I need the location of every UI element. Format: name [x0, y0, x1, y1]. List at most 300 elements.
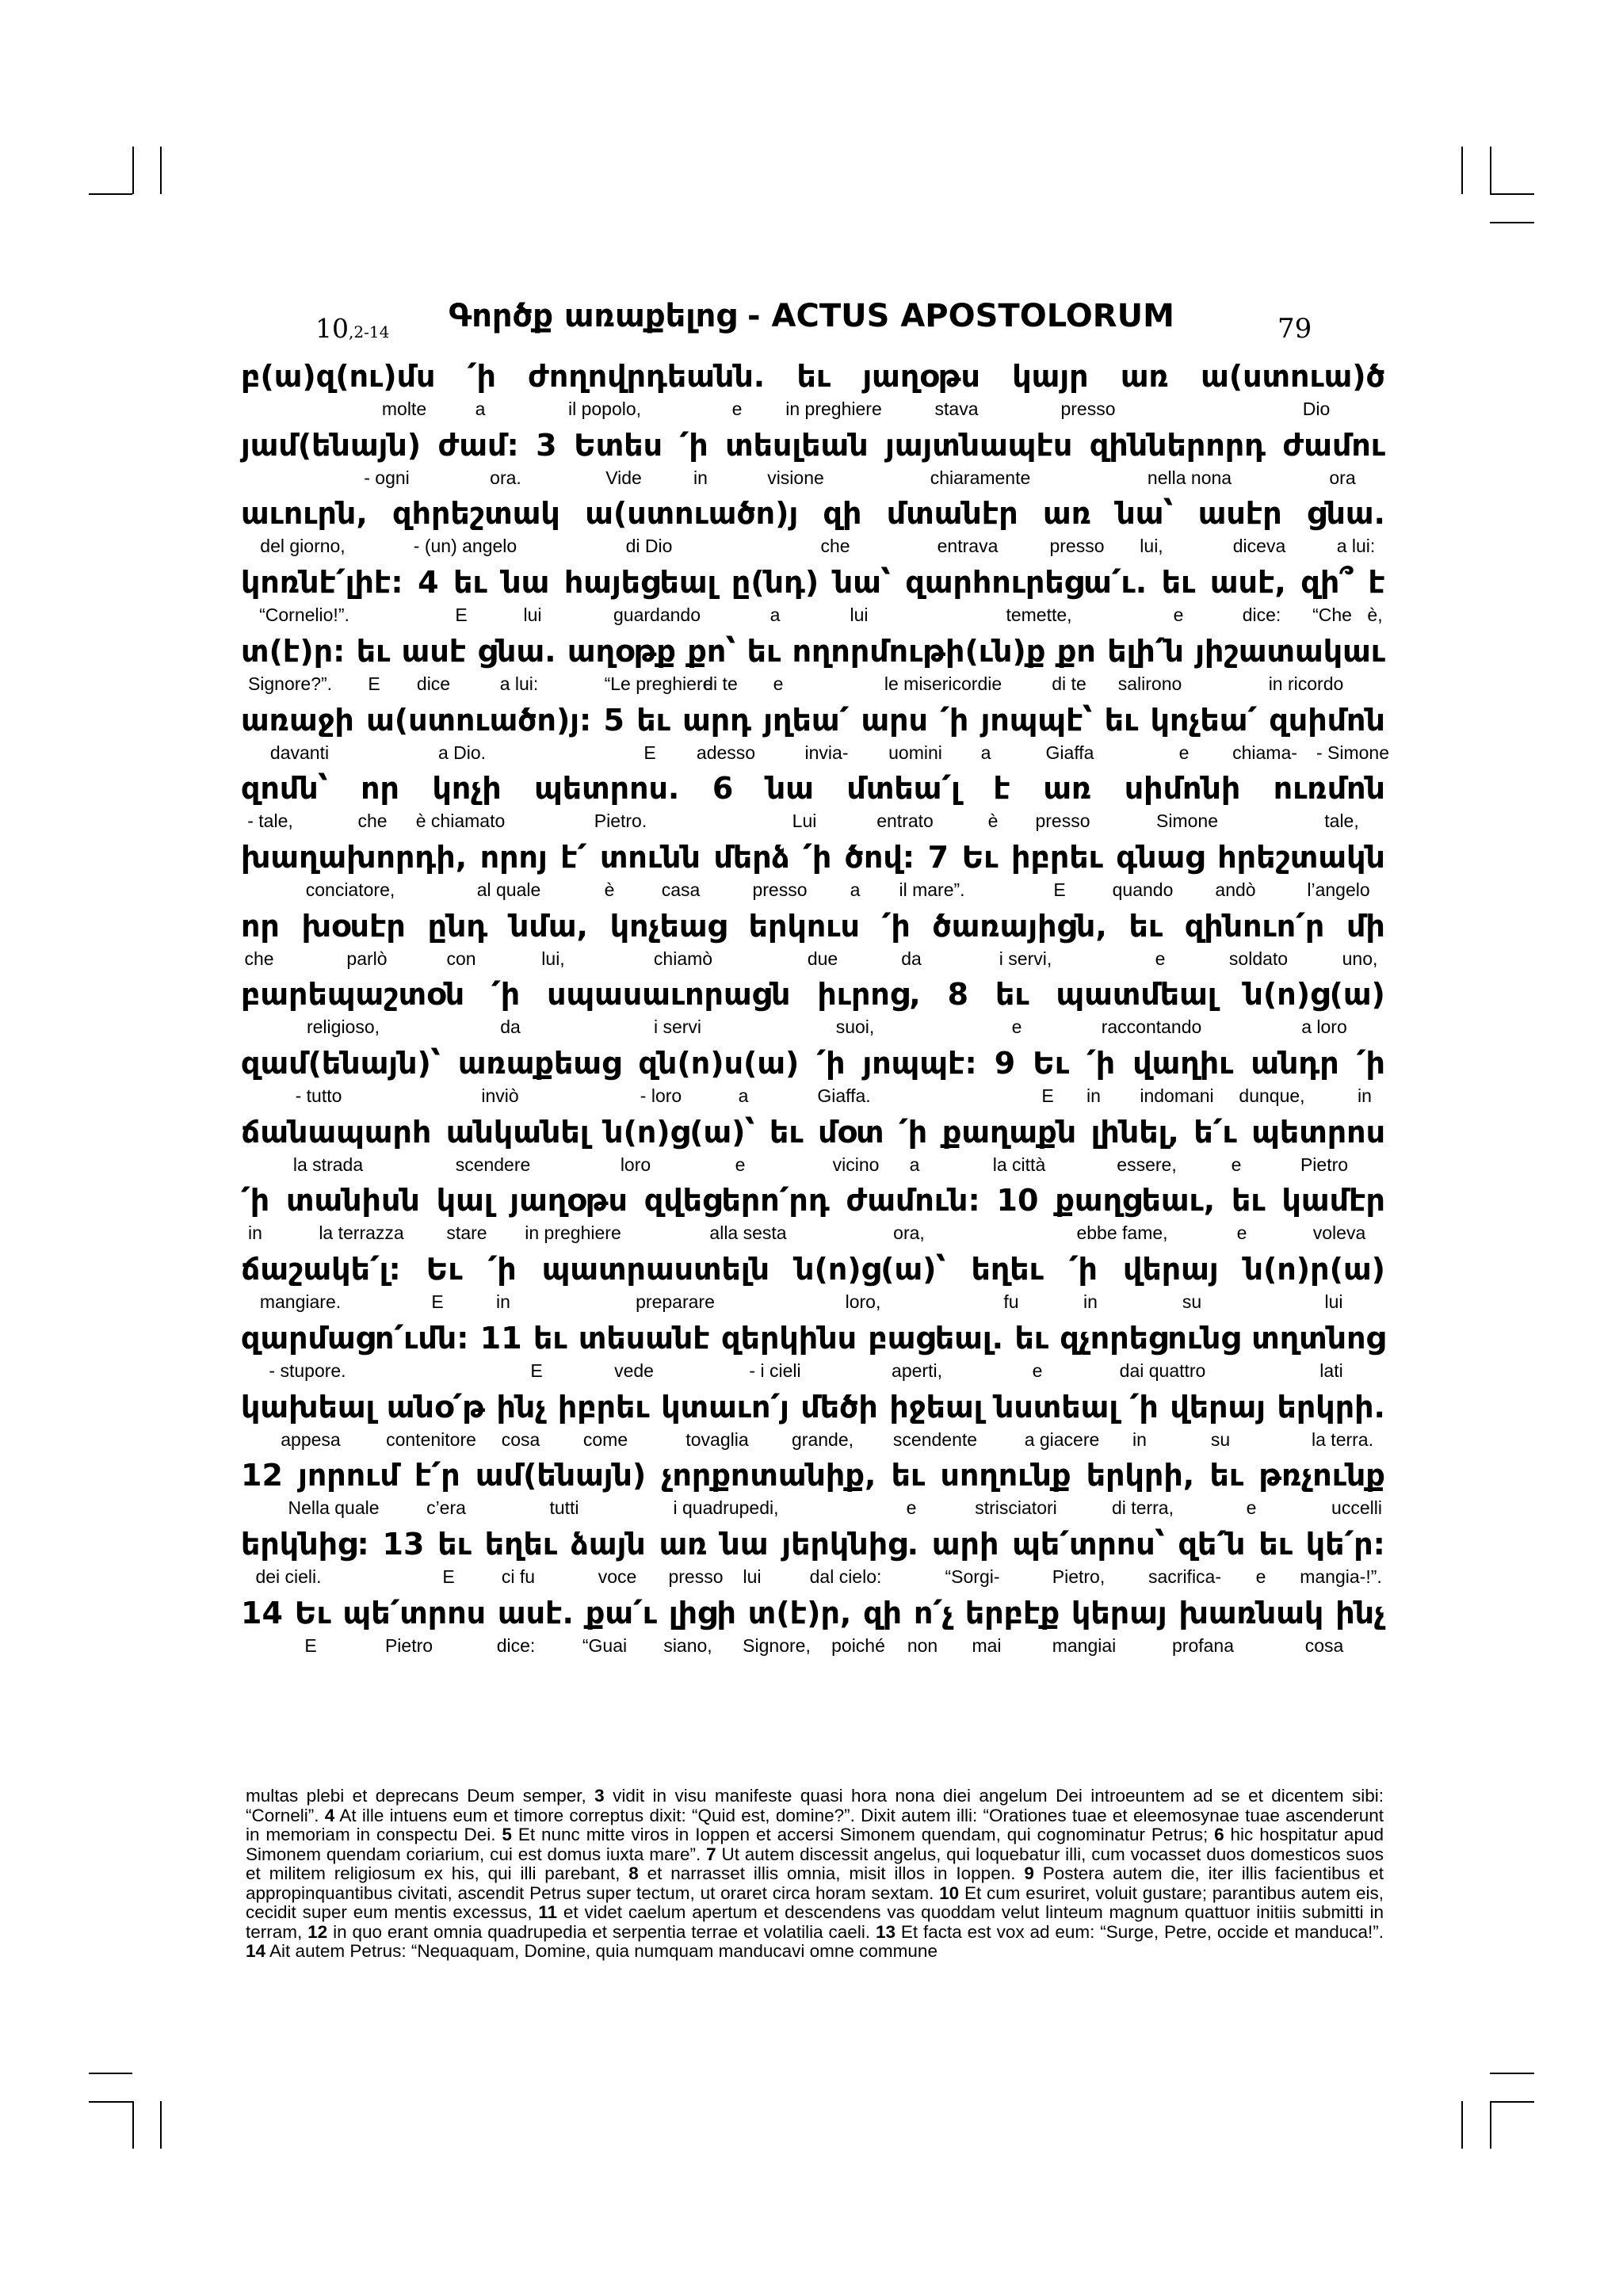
- italian-gloss-word: a lui:: [499, 673, 539, 694]
- armenian-word: Եւ: [1033, 1046, 1070, 1081]
- italian-gloss-word: salirono: [1117, 673, 1182, 694]
- italian-gloss-word: “Guai: [582, 1635, 628, 1656]
- verse-number: 3: [594, 1786, 605, 1806]
- armenian-word: ՛ի: [881, 909, 911, 944]
- italian-gloss-word: e: [1032, 1360, 1043, 1381]
- armenian-word: տ(է)ր:: [241, 634, 346, 669]
- armenian-word: ցնա.: [1307, 496, 1385, 531]
- armenian-word: որ: [241, 909, 280, 944]
- italian-gloss-line: [241, 1566, 1385, 1589]
- armenian-word: Եւ: [961, 840, 999, 875]
- armenian-word: է: [1368, 565, 1385, 600]
- verse-range: ,2-14: [349, 322, 390, 341]
- italian-gloss-word: presso: [1049, 536, 1105, 556]
- verse-number: 13: [875, 1921, 896, 1942]
- italian-gloss-word: E: [431, 1291, 444, 1312]
- armenian-word: որ: [361, 771, 399, 806]
- armenian-word: պատմեալ: [1056, 977, 1217, 1012]
- italian-gloss-word: E: [1053, 879, 1066, 900]
- armenian-word: յիշատակաւ: [1195, 634, 1385, 669]
- armenian-word: Ետես: [574, 428, 663, 463]
- armenian-word: ՛ի: [1129, 1390, 1159, 1425]
- italian-gloss-line: [241, 742, 1390, 765]
- italian-gloss-word: che: [244, 948, 274, 969]
- armenian-word: թռչունք: [1258, 1458, 1385, 1493]
- italian-gloss-word: in preghiere: [525, 1222, 621, 1243]
- armenian-word: եւ: [1161, 565, 1196, 600]
- armenian-word: ժողովրդեանն.: [528, 359, 766, 394]
- italian-gloss-word: dice:: [1242, 605, 1281, 625]
- armenian-line: [241, 1251, 1385, 1287]
- armenian-word: սպասաւորացն: [547, 977, 791, 1012]
- armenian-word: արդ: [682, 703, 752, 738]
- armenian-word: ճանապարհ: [241, 1115, 432, 1150]
- italian-gloss-word: religioso,: [306, 1016, 380, 1037]
- armenian-word: 10: [996, 1183, 1039, 1218]
- italian-gloss-word: il mare”.: [899, 879, 965, 900]
- armenian-word: խօսէր: [301, 909, 406, 944]
- italian-gloss-word: lui,: [1140, 536, 1163, 556]
- armenian-word: ամ(ենայն): [475, 1458, 647, 1493]
- armenian-word: լինել,: [1090, 1115, 1179, 1150]
- armenian-word: ցնա.: [477, 634, 556, 669]
- armenian-line: [241, 564, 1385, 601]
- italian-gloss-word: i servi: [653, 1016, 702, 1037]
- interlinear-line: [241, 1320, 1385, 1383]
- interlinear-line: [241, 976, 1385, 1039]
- armenian-word: զն(ո)ս(ա): [638, 1046, 800, 1081]
- armenian-word: զչորեցունց: [1060, 1321, 1240, 1356]
- interlinear-line: [241, 839, 1385, 902]
- armenian-word: վաղիւ: [1132, 1046, 1234, 1081]
- italian-gloss-word: siano,: [663, 1635, 712, 1656]
- armenian-word: ասէր: [1197, 496, 1282, 531]
- italian-gloss-word: contenitore: [386, 1429, 476, 1450]
- italian-gloss-word: vicino: [832, 1154, 880, 1175]
- chapter-number: 10: [315, 313, 349, 344]
- armenian-word: չորքոտանիք,: [661, 1458, 876, 1493]
- italian-gloss-word: le misericordie: [884, 673, 1002, 694]
- italian-gloss-word: presso: [668, 1566, 724, 1587]
- armenian-line: [241, 427, 1385, 463]
- italian-gloss-word: dei cieli.: [255, 1566, 322, 1587]
- italian-gloss-word: dice:: [496, 1635, 536, 1656]
- armenian-word: ն(ո)ց(ա)՝: [795, 1252, 946, 1287]
- armenian-word: ինչ: [1335, 1596, 1385, 1630]
- armenian-word: ՛ի: [1356, 1046, 1385, 1081]
- armenian-word: ուռմոն: [1273, 771, 1385, 806]
- italian-gloss-word: sacrifica-: [1148, 1566, 1222, 1587]
- italian-gloss-word: entrava: [937, 536, 999, 556]
- italian-gloss-word: in: [1132, 1429, 1147, 1450]
- italian-gloss-word: visione: [767, 467, 824, 488]
- armenian-word: 14: [241, 1596, 283, 1630]
- armenian-word: սողունք: [940, 1458, 1071, 1493]
- italian-gloss-word: il popolo,: [567, 399, 642, 419]
- armenian-word: ա(ստուածո)յ:: [366, 703, 592, 738]
- armenian-word: եւ: [453, 565, 487, 600]
- italian-gloss-word: la città: [992, 1154, 1046, 1175]
- italian-gloss-word: mangiai: [1052, 1635, 1117, 1656]
- latin-segment: et narrasset illis omnia, misit illos in Ioppen.: [638, 1863, 1025, 1883]
- armenian-word: կոռնէ՛լիէ:: [241, 565, 403, 600]
- verse-number: 4: [324, 1805, 335, 1825]
- italian-gloss-word: dal cielo:: [809, 1566, 882, 1587]
- italian-gloss-word: al quale: [476, 879, 541, 900]
- verse-number: 7: [706, 1844, 716, 1864]
- armenian-word: նա՝: [833, 565, 891, 600]
- italian-gloss-word: diceva: [1232, 536, 1286, 556]
- italian-gloss-word: strisciatori: [975, 1497, 1057, 1518]
- armenian-word: ՛ի: [1068, 1252, 1098, 1287]
- armenian-word: զարմացո՛ւմն:: [241, 1321, 469, 1356]
- italian-gloss-word: in: [496, 1291, 510, 1312]
- armenian-line: [241, 1389, 1385, 1425]
- italian-gloss-word: uomini: [888, 742, 942, 763]
- armenian-word: կոչեաց: [609, 909, 727, 944]
- italian-gloss-word: indomani: [1140, 1085, 1214, 1106]
- italian-gloss-word: a: [738, 1085, 749, 1106]
- latin-segment: At ille intuens eum et timore correptus dixit: “Quid est, domine?”. Dixit autem illi: “Orationes tuae et eleemosynae tuae ascenderunt in memoriam in conspectu Dei.: [246, 1805, 1384, 1844]
- italian-gloss-word: a: [475, 399, 486, 419]
- interlinear-line: [241, 770, 1385, 833]
- interlinear-line: [241, 633, 1385, 696]
- armenian-word: եւ: [533, 1321, 567, 1356]
- armenian-word: եւ: [1104, 703, 1139, 738]
- armenian-word: զե՛ն: [1178, 1527, 1246, 1562]
- armenian-word: ո՛չ: [913, 1596, 953, 1630]
- interlinear-line: [241, 1526, 1385, 1589]
- italian-gloss-word: è chiamato: [415, 810, 506, 831]
- italian-gloss-line: [241, 1634, 1385, 1658]
- armenian-line: [241, 358, 1385, 395]
- italian-gloss-word: chiama-: [1232, 742, 1297, 763]
- armenian-word: յայտնապէս: [885, 428, 1073, 463]
- interlinear-line: [241, 1389, 1385, 1452]
- armenian-word: աւուրն,: [241, 496, 368, 531]
- armenian-word: ողորմութի(ւն)ք: [792, 634, 1046, 669]
- italian-gloss-word: - tale,: [247, 810, 293, 831]
- armenian-word: նմա,: [510, 909, 588, 944]
- italian-gloss-word: a: [980, 742, 991, 763]
- italian-gloss-word: Nella quale: [288, 1497, 380, 1518]
- armenian-word: որոյ: [479, 840, 548, 875]
- armenian-word: իջեալ: [889, 1390, 983, 1425]
- italian-gloss-word: uno,: [1342, 948, 1378, 969]
- italian-gloss-word: e: [1231, 1154, 1242, 1175]
- armenian-word: ելի՛ն: [1107, 634, 1184, 669]
- italian-gloss-word: entrato: [876, 810, 934, 831]
- armenian-word: վերայ: [1122, 1252, 1219, 1287]
- italian-gloss-word: E: [455, 605, 468, 625]
- italian-gloss-word: ora,: [893, 1222, 925, 1243]
- italian-gloss-word: E: [1041, 1085, 1054, 1106]
- armenian-word: քո: [1056, 634, 1096, 669]
- italian-gloss-word: conciatore,: [305, 879, 395, 900]
- italian-gloss-word: chiamò: [653, 948, 713, 969]
- armenian-word: ՛ի: [487, 1252, 517, 1287]
- italian-gloss-line: [241, 1497, 1385, 1520]
- italian-gloss-word: c’era: [426, 1497, 466, 1518]
- italian-gloss-word: del giorno,: [260, 536, 346, 556]
- latin-segment: Et cum esuriret, voluit gustare; parantibus autem eis, cecidit super eum mentis excessus,: [246, 1882, 1384, 1922]
- armenian-word: եւ: [796, 359, 831, 394]
- verse-number: 9: [1024, 1863, 1034, 1883]
- armenian-word: ասէ.: [497, 1596, 574, 1630]
- italian-gloss-word: chiaramente: [930, 467, 1031, 488]
- italian-gloss-word: soldato: [1228, 948, 1289, 969]
- armenian-word: յղեա՛: [763, 703, 850, 738]
- interlinear-line: [241, 427, 1385, 490]
- armenian-word: տեսանէ: [578, 1321, 710, 1356]
- armenian-word: ը(նդ): [731, 565, 819, 600]
- armenian-word: կտաւո՛յ: [661, 1390, 789, 1425]
- armenian-word: պետրոս.: [534, 771, 680, 806]
- armenian-word: զինուո՛ր: [1184, 909, 1325, 944]
- latin-segment: multas plebi et deprecans Deum semper,: [246, 1786, 595, 1806]
- armenian-word: եւ: [747, 634, 781, 669]
- armenian-line: [241, 702, 1385, 738]
- italian-gloss-line: [241, 1085, 1385, 1108]
- italian-gloss-word: l’angelo: [1307, 879, 1370, 900]
- armenian-word: եւ: [1232, 1183, 1266, 1218]
- italian-gloss-word: Lui: [792, 810, 817, 831]
- italian-gloss-word: e: [906, 1497, 917, 1518]
- armenian-word: զի: [823, 496, 862, 531]
- italian-gloss-line: [241, 604, 1385, 627]
- italian-gloss-word: Pietro,: [1052, 1566, 1106, 1587]
- armenian-word: կե՛ր:: [1305, 1527, 1385, 1562]
- armenian-word: զհրեշտակ: [392, 496, 560, 531]
- verse-number: 12: [307, 1921, 328, 1942]
- armenian-line: [241, 1114, 1385, 1150]
- armenian-word: ասէ,: [1209, 565, 1286, 600]
- italian-gloss-word: dice: [416, 673, 451, 694]
- armenian-word: սիմոնի: [1124, 771, 1241, 806]
- italian-gloss-word: a giacere: [1024, 1429, 1100, 1450]
- armenian-word: զամ(ենայն)՝: [241, 1046, 441, 1081]
- armenian-word: մօտ: [818, 1115, 884, 1150]
- italian-gloss-word: - (un) angelo: [413, 536, 517, 556]
- italian-gloss-word: dunque,: [1239, 1085, 1305, 1106]
- italian-gloss-line: [241, 467, 1385, 490]
- armenian-word: հրեշտակն: [1217, 840, 1385, 875]
- armenian-word: ժամու: [1282, 428, 1385, 463]
- armenian-word: արի: [931, 1527, 999, 1562]
- italian-gloss-word: con: [446, 948, 476, 969]
- interlinear-line: [241, 1457, 1385, 1520]
- italian-gloss-word: “Sorgi-: [945, 1566, 1000, 1587]
- armenian-word: քաղցեաւ,: [1055, 1183, 1216, 1218]
- italian-gloss-word: e: [1178, 742, 1190, 763]
- latin-segment: Postera autem die, iter illis facientibus et appropinquantibus civitati, ascendit Petrus super tectum, ut oraret circa horam sextam.: [246, 1863, 1384, 1903]
- italian-gloss-word: di te: [1052, 673, 1086, 694]
- armenian-word: 8: [947, 977, 969, 1012]
- italian-gloss-word: è: [604, 879, 615, 900]
- italian-gloss-word: a Dio.: [437, 742, 487, 763]
- italian-gloss-line: [241, 673, 1385, 696]
- italian-gloss-word: lui: [850, 605, 869, 625]
- armenian-word: 13: [382, 1527, 425, 1562]
- armenian-word: ա(ստուածո)յ: [585, 496, 799, 531]
- italian-gloss-word: profana: [1171, 1635, 1235, 1656]
- italian-gloss-word: cosa: [501, 1429, 540, 1450]
- italian-gloss-word: lui: [743, 1566, 762, 1587]
- armenian-word: ն(ո)ց(ա)՝: [604, 1115, 755, 1150]
- italian-gloss-word: in ricordo: [1268, 673, 1344, 694]
- armenian-word: խաղախորդի,: [241, 840, 468, 875]
- italian-gloss-word: in: [248, 1222, 262, 1243]
- italian-gloss-word: e: [773, 673, 784, 694]
- armenian-word: մերձ: [713, 840, 790, 875]
- italian-gloss-word: lui: [1324, 1291, 1343, 1312]
- italian-gloss-word: a lui:: [1336, 536, 1376, 556]
- armenian-line: [241, 1182, 1385, 1219]
- armenian-word: եղեւ: [484, 1527, 558, 1562]
- armenian-word: 7: [927, 840, 949, 875]
- italian-gloss-word: parlò: [346, 948, 388, 969]
- interlinear-line: [241, 908, 1385, 971]
- armenian-word: յոպպէ:: [862, 1046, 977, 1081]
- armenian-word: 6: [712, 771, 734, 806]
- armenian-word: ՛ի: [899, 1115, 928, 1150]
- armenian-word: տղտնոց: [1251, 1321, 1385, 1356]
- armenian-word: ՛ի: [940, 703, 969, 738]
- armenian-word: կամէր: [1281, 1183, 1385, 1218]
- armenian-word: յաղօթս: [510, 1183, 628, 1218]
- italian-gloss-word: alla sesta: [709, 1222, 787, 1243]
- armenian-word: կերայ: [1071, 1596, 1167, 1630]
- interlinear-line: [241, 358, 1385, 421]
- italian-gloss-word: loro: [620, 1154, 651, 1175]
- armenian-word: 4: [418, 565, 439, 600]
- latin-segment: Et nunc mitte viros in Ioppen et accersi Simonem quendam, qui cognominatur Petrus;: [511, 1825, 1215, 1844]
- armenian-word: զոմն՝: [241, 771, 328, 806]
- italian-gloss-line: [241, 1291, 1385, 1314]
- italian-gloss-word: inviò: [481, 1085, 519, 1106]
- armenian-word: բ(ա)զ(ու)մս: [241, 359, 436, 394]
- italian-gloss-word: Giaffa: [1045, 742, 1094, 763]
- armenian-word: նա՝: [1116, 496, 1174, 531]
- italian-gloss-word: e: [1155, 948, 1166, 969]
- italian-gloss-word: - Simone: [1316, 742, 1390, 763]
- italian-gloss-line: [241, 1154, 1385, 1177]
- italian-gloss-word: temette,: [1006, 605, 1072, 625]
- interlinear-line: [241, 1114, 1385, 1177]
- italian-gloss-word: uccelli: [1331, 1497, 1382, 1518]
- armenian-word: տ(է)ր,: [747, 1596, 852, 1630]
- italian-gloss-line: [241, 1428, 1385, 1452]
- armenian-word: երկուս: [748, 909, 860, 944]
- armenian-word: գնաց: [1116, 840, 1205, 875]
- italian-gloss-word: presso: [1060, 399, 1116, 419]
- italian-gloss-word: e: [731, 399, 743, 419]
- armenian-word: ՛ի: [816, 1046, 846, 1081]
- armenian-word: եւ: [636, 703, 670, 738]
- italian-gloss-word: Pietro: [384, 1635, 433, 1656]
- armenian-word: առաքեաց: [457, 1046, 621, 1081]
- italian-gloss-word: di terra,: [1112, 1497, 1174, 1518]
- armenian-word: յորում: [298, 1458, 399, 1493]
- italian-gloss-word: - loro: [640, 1085, 682, 1106]
- italian-gloss-word: tutti: [549, 1497, 579, 1518]
- italian-gloss-word: E: [304, 1635, 317, 1656]
- italian-gloss-word: tovaglia: [685, 1429, 749, 1450]
- armenian-word: 5: [603, 703, 624, 738]
- armenian-word: յոպպէ՝: [980, 703, 1093, 738]
- verse-number: 10: [939, 1882, 960, 1903]
- armenian-word: առ: [1043, 771, 1092, 806]
- italian-gloss-word: voce: [598, 1566, 637, 1587]
- armenian-word: քա՛ւ: [585, 1596, 657, 1630]
- italian-gloss-word: di te: [703, 673, 738, 694]
- armenian-word: ՛ի: [467, 359, 496, 394]
- italian-gloss-word: invia-: [804, 742, 849, 763]
- italian-gloss-word: - i cieli: [749, 1360, 801, 1381]
- italian-gloss-word: non: [907, 1635, 938, 1656]
- verse-number: 11: [538, 1902, 558, 1922]
- italian-gloss-word: raccontando: [1101, 1016, 1202, 1037]
- italian-gloss-word: stava: [934, 399, 979, 419]
- armenian-word: ճաշակե՛լ:: [241, 1252, 401, 1287]
- italian-gloss-word: dai quattro: [1119, 1360, 1206, 1381]
- italian-gloss-word: e: [1173, 605, 1184, 625]
- interlinear-line: [241, 1251, 1385, 1314]
- armenian-word: ծով:: [844, 840, 915, 875]
- armenian-word: տունն: [599, 840, 701, 875]
- latin-segment: vidit in visu manifeste quasi hora nona diei angelum Dei introeuntem ad se et dicentem sibi: “Corneli”.: [246, 1786, 1384, 1825]
- italian-gloss-word: lui,: [541, 948, 565, 969]
- armenian-word: զիններորդ: [1089, 428, 1266, 463]
- italian-gloss-word: molte: [381, 399, 427, 419]
- italian-gloss-line: [241, 398, 1385, 421]
- armenian-word: մեծի: [800, 1390, 878, 1425]
- armenian-word: ն(ո)ր(ա): [1243, 1252, 1385, 1287]
- italian-gloss-word: a: [909, 1154, 920, 1175]
- italian-gloss-word: cosa: [1304, 1635, 1344, 1656]
- armenian-word: եւ: [995, 977, 1029, 1012]
- italian-gloss-line: [241, 535, 1385, 559]
- armenian-word: կոչի: [432, 771, 502, 806]
- italian-gloss-word: E: [530, 1360, 543, 1381]
- armenian-line: [241, 839, 1385, 875]
- armenian-word: պատրաստելն: [541, 1252, 770, 1287]
- italian-gloss-word: da: [901, 948, 922, 969]
- italian-gloss-word: poiché: [831, 1635, 885, 1656]
- italian-gloss-word: due: [807, 948, 838, 969]
- armenian-word: մտանէր: [886, 496, 1018, 531]
- armenian-word: երբէք: [964, 1596, 1060, 1630]
- interlinear-line: [241, 1045, 1385, 1108]
- italian-gloss-word: mangia-!”.: [1300, 1566, 1382, 1587]
- armenian-word: իբրեւ: [557, 1390, 650, 1425]
- armenian-word: առաջի: [241, 703, 354, 738]
- armenian-word: է: [993, 771, 1010, 806]
- italian-gloss-word: la terra.: [1312, 1429, 1373, 1450]
- armenian-word: ժամ:: [437, 428, 519, 463]
- armenian-line: [241, 976, 1385, 1013]
- armenian-word: պե՛տրոս: [342, 1596, 487, 1630]
- italian-gloss-word: a loro: [1301, 1016, 1347, 1037]
- armenian-word: իւրոց,: [817, 977, 921, 1012]
- interlinear-line: [241, 1182, 1385, 1245]
- armenian-word: է՛: [560, 840, 587, 875]
- italian-gloss-word: è,: [1367, 605, 1383, 625]
- armenian-word: յամ(ենայն): [241, 428, 422, 463]
- italian-gloss-word: loro,: [845, 1291, 881, 1312]
- interlinear-line: [241, 702, 1390, 765]
- italian-gloss-word: che: [820, 536, 850, 556]
